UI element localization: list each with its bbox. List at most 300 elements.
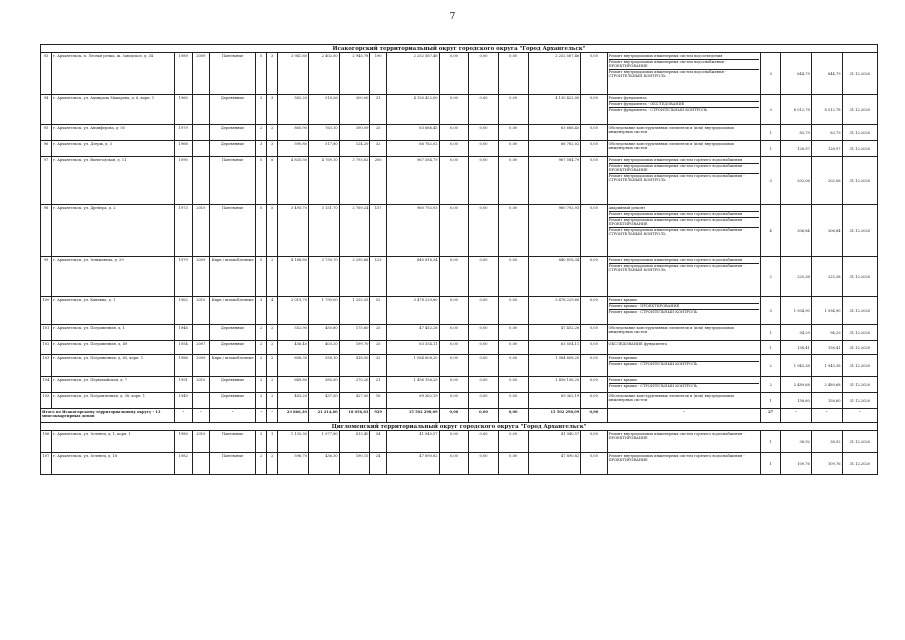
- cell-n: 105: [41, 393, 52, 409]
- cell-a2: 1 077,80: [308, 431, 339, 453]
- cell-n: 99: [41, 257, 52, 297]
- work-type: Обследование конструктивных элементов и (или) внутридомовых инженерных систем: [608, 142, 735, 151]
- cell-y2: 2009: [192, 257, 210, 297]
- work-type: Ремонт фундамента: [609, 96, 760, 102]
- cell-a2: 763,10: [308, 125, 339, 141]
- cell-en: 5: [267, 205, 278, 257]
- cell-y2: 2010: [192, 377, 210, 393]
- cell-mat: Кирп./ шлакоблочные: [210, 355, 256, 377]
- cell-cnt: 3: [761, 157, 781, 205]
- cell-fl: 2: [256, 453, 267, 475]
- cell-a3: 2 945,78: [339, 53, 370, 95]
- total-row: [41, 409, 878, 423]
- cell-f4: 63 554,11: [528, 341, 581, 355]
- cell-a3: 124,20: [339, 141, 370, 157]
- work-types-cell: [607, 431, 761, 453]
- cell-mat: Кирп./ шлакоблочные: [210, 257, 256, 297]
- cell-n: 100: [41, 297, 52, 325]
- cell-date: 31.12.2020: [842, 53, 877, 95]
- cell-a1: 590,80: [278, 141, 309, 157]
- cell-total: 3 478 229,60: [386, 297, 439, 325]
- cell-n: 98: [41, 205, 52, 257]
- cell-f1: 0,00: [439, 377, 469, 393]
- cell-c1: 225,38: [781, 257, 812, 297]
- cell-total: 2 252 567,46: [386, 53, 439, 95]
- cell-f4: 967 584,79: [528, 157, 581, 205]
- cell-total: 63 554,11: [386, 341, 439, 355]
- cell-addr: г. Архангельск, ул. Пограничная, д. 65, корп. 1: [51, 355, 174, 377]
- cell-date: 31.12.2020: [842, 341, 877, 355]
- cell-f3: 0,00: [498, 53, 528, 95]
- work-type: Ремонт внутридомовых инженерных систем горячего водоснабжения - СТРОИТЕЛЬНЫЙ КОНТРОЛЬ: [608, 227, 745, 237]
- cell-addr: г. Архангельск, ул. Пограничная, д. 1: [51, 325, 174, 341]
- cell-f4: 3 478 229,60: [528, 297, 581, 325]
- cell-addr: г. Архангельск, п. Лесная речка, ш. Заводское, д. 34: [51, 53, 174, 95]
- cell-addr: г. Архангельск, ул. Дзерж, д. 3: [51, 141, 174, 157]
- table-row: [41, 393, 878, 409]
- cell-en: 2: [267, 377, 278, 393]
- cell-f5: 0,00: [581, 297, 607, 325]
- cell-cnt: 2: [761, 377, 781, 393]
- cell-en: 4: [267, 297, 278, 325]
- cell-f5: 0,00: [581, 453, 607, 475]
- cell-f5: 0,00: [581, 53, 607, 95]
- work-type: Ремонт внутридомовых инженерных систем горячего водоснабжения - ПРОЕКТИРОВАНИЕ: [608, 432, 745, 441]
- total-dash: -: [192, 409, 210, 423]
- cell-c1: 83,79: [781, 125, 812, 141]
- cell-f3: 0,00: [498, 341, 528, 355]
- cell-a1: 596,70: [278, 453, 309, 475]
- total-a3: 18 056,83: [339, 409, 370, 423]
- cell-en: 3: [267, 53, 278, 95]
- cell-c1: 109,76: [781, 453, 812, 475]
- cell-y2: 2010: [192, 297, 210, 325]
- cell-f2: 0,00: [469, 377, 499, 393]
- work-type: Ремонт внутридомовых инженерных систем водоснабжения - ПРОЕКТИРОВАНИЕ: [609, 60, 760, 70]
- work-type: Обследование конструктивных элементов и (или) внутридомовых инженерных систем: [608, 126, 735, 135]
- cell-y2: [192, 95, 210, 125]
- cell-f4: 2 252 567,46: [528, 53, 581, 95]
- work-type: Ремонт внутридомовых инженерных систем горячего водоснабжения - СТРОИТЕЛЬНЫЙ КОНТРОЛЬ: [608, 264, 745, 273]
- cell-a3: 1 255,55: [339, 297, 370, 325]
- cell-mat: Деревянные: [210, 377, 256, 393]
- cell-y2: [192, 453, 210, 475]
- cell-res: 52: [370, 297, 386, 325]
- cell-c2: 1 934,90: [811, 297, 842, 325]
- cell-f2: 0,00: [469, 341, 499, 355]
- work-type: Обследование конструктивных элементов и (или) внутридомовых инженерных систем: [608, 394, 735, 403]
- cell-total: 47 452,28: [386, 325, 439, 341]
- cell-res: 32: [370, 141, 386, 157]
- cell-en: 2: [267, 453, 278, 475]
- cell-f2: 0,00: [469, 355, 499, 377]
- cell-f5: 0,00: [581, 341, 607, 355]
- section-header: [41, 45, 878, 53]
- cell-c1: 158,60: [781, 393, 812, 409]
- cell-f5: 0,00: [581, 325, 607, 341]
- table-row: [41, 157, 878, 205]
- work-type: Ремонт внутридомовых инженерных систем водоотведения: [609, 54, 760, 60]
- cell-f1: 0,00: [439, 157, 469, 205]
- cell-date: 31.12.2020: [842, 95, 877, 125]
- table-row: [41, 341, 878, 355]
- table-row: [41, 377, 878, 393]
- cell-cnt: 3: [761, 53, 781, 95]
- cell-c2: 2 489,68: [811, 377, 842, 393]
- cell-f2: 0,00: [469, 53, 499, 95]
- cell-y1: 1990: [174, 157, 192, 205]
- cell-cnt: 2: [761, 257, 781, 297]
- cell-n: 104: [41, 377, 52, 393]
- cell-n: 94: [41, 95, 52, 125]
- cell-f4: 69 362,19: [528, 393, 581, 409]
- cell-mat: Деревянные: [210, 95, 256, 125]
- cell-total: 69 362,19: [386, 393, 439, 409]
- cell-a1: 1 135,30: [278, 431, 309, 453]
- cell-y2: 2010: [192, 205, 210, 257]
- cell-fl: 2: [256, 95, 267, 125]
- work-type: Ремонт крыши - СТРОИТЕЛЬНЫЙ КОНТРОЛЬ: [608, 362, 698, 366]
- work-types-cell: [607, 141, 761, 157]
- cell-fl: 5: [256, 205, 267, 257]
- cell-total: 967 584,79: [386, 157, 439, 205]
- cell-mat: Деревянные: [210, 125, 256, 141]
- cell-en: 3: [267, 141, 278, 157]
- cell-res: 123: [370, 257, 386, 297]
- work-type: Ремонт крыши: [609, 378, 760, 384]
- total-dash: -: [811, 409, 842, 423]
- cell-date: 31.12.2020: [842, 325, 877, 341]
- cell-mat: Деревянные: [210, 393, 256, 409]
- cell-total: 66 782,02: [386, 141, 439, 157]
- cell-c1: 8 012,78: [781, 95, 812, 125]
- cell-n: 102: [41, 341, 52, 355]
- cell-cnt: 2: [761, 355, 781, 377]
- cell-date: 31.12.2020: [842, 257, 877, 297]
- cell-res: 16: [370, 393, 386, 409]
- work-type: Ремонт крыши: [609, 298, 760, 304]
- total-dash: -: [607, 409, 761, 423]
- cell-c2: 128,97: [811, 141, 842, 157]
- table-row: [41, 431, 878, 453]
- work-types-cell: [607, 393, 761, 409]
- cell-f2: 0,00: [469, 157, 499, 205]
- cell-total: 1 084 608,20: [386, 355, 439, 377]
- cell-a2: 517,80: [308, 141, 339, 157]
- cell-res: 54: [370, 431, 386, 453]
- page-number: 7: [449, 12, 456, 22]
- cell-a1: 608,30: [278, 355, 309, 377]
- cell-f5: 0,00: [581, 377, 607, 393]
- cell-en: 8: [267, 157, 278, 205]
- cell-f3: 0,00: [498, 141, 528, 157]
- cell-fl: 2: [256, 325, 267, 341]
- cell-f5: 0,00: [581, 125, 607, 141]
- cell-cnt: 4: [761, 205, 781, 257]
- cell-date: 31.12.2020: [842, 297, 877, 325]
- cell-mat: Кирп./ шлакоблочные: [210, 297, 256, 325]
- cell-f3: 0,00: [498, 125, 528, 141]
- cell-y2: 2007: [192, 341, 210, 355]
- cell-f1: 0,00: [439, 53, 469, 95]
- work-type: ОБСЛЕДОВАНИЕ фундамента: [608, 342, 667, 347]
- cell-en: 2: [267, 325, 278, 341]
- cell-addr: г. Архангельск, ул. Зеленец, д. 1, корп. 1: [51, 431, 174, 453]
- cell-f2: 0,00: [469, 393, 499, 409]
- cell-y1: 1991: [174, 377, 192, 393]
- cell-fl: 3: [256, 297, 267, 325]
- cell-date: 31.12.2020: [842, 157, 877, 205]
- cell-date: 31.12.2020: [842, 141, 877, 157]
- cell-n: 107: [41, 453, 52, 475]
- cell-f1: 0,00: [439, 355, 469, 377]
- cell-date: 31.12.2020: [842, 453, 877, 475]
- work-types-cell: [607, 297, 761, 325]
- cell-f4: 47 890,82: [528, 453, 581, 475]
- work-types-cell: [607, 257, 761, 297]
- cell-n: 101: [41, 325, 52, 341]
- total-f5: 0,00: [581, 409, 607, 423]
- cell-f1: 0,00: [439, 95, 469, 125]
- cell-y2: [192, 125, 210, 141]
- cell-a3: 199,70: [339, 341, 370, 355]
- cell-n: 97: [41, 157, 52, 205]
- cell-f1: 0,00: [439, 431, 469, 453]
- cell-c2: 306,84: [811, 205, 842, 257]
- cell-y1: 1968: [174, 141, 192, 157]
- work-type: Ремонт крыши: [609, 356, 760, 362]
- cell-f3: 0,00: [498, 95, 528, 125]
- cell-y2: [192, 141, 210, 157]
- cell-a1: 552,90: [278, 325, 309, 341]
- cell-a2: 585,00: [308, 377, 339, 393]
- cell-y1: 1949: [174, 393, 192, 409]
- cell-fl: 5: [256, 53, 267, 95]
- cell-c1: 644,79: [781, 53, 812, 95]
- cell-c2: 8 012,78: [811, 95, 842, 125]
- work-type: Ремонт внутридомовых инженерных систем горячего водоснабжения - СТРОИТЕЛЬНЫЙ КОНТРОЛЬ: [608, 174, 745, 183]
- cell-f4: 4 130 422,00: [528, 95, 581, 125]
- total-dash: -: [781, 409, 812, 423]
- cell-cnt: 1: [761, 325, 781, 341]
- cell-y2: 2010: [192, 431, 210, 453]
- work-types-cell: [607, 125, 761, 141]
- cell-n: 96: [41, 141, 52, 157]
- cell-f5: 0,00: [581, 431, 607, 453]
- work-type: Ремонт фундамента - ОБСЛЕДОВАНИЕ: [609, 102, 760, 108]
- cell-y2: 2009: [192, 355, 210, 377]
- cell-y2: [192, 157, 210, 205]
- cell-f5: 0,00: [581, 257, 607, 297]
- cell-fl: 2: [256, 393, 267, 409]
- cell-c2: 38,92: [811, 431, 842, 453]
- cell-date: 31.12.2020: [842, 205, 877, 257]
- cell-a3: 390,09: [339, 125, 370, 141]
- cell-a2: 403,20: [308, 341, 339, 355]
- cell-fl: 2: [256, 355, 267, 377]
- cell-a1: 483,20: [278, 393, 309, 409]
- cell-f5: 0,00: [581, 95, 607, 125]
- cell-c2: 202,06: [811, 157, 842, 205]
- cell-y1: 1946: [174, 325, 192, 341]
- cell-f4: 66 782,02: [528, 141, 581, 157]
- work-type: Ремонт внутридомовых инженерных систем горячего водоснабжения: [609, 212, 760, 218]
- cell-a1: 2 019,70: [278, 297, 309, 325]
- cell-addr: г. Архангельск, ул. Зеньковича, д. 29: [51, 257, 174, 297]
- work-types-cell: [607, 355, 761, 377]
- cell-addr: г. Архангельск, ул. Первомайская, д. 7: [51, 377, 174, 393]
- cell-f5: 0,00: [581, 157, 607, 205]
- cell-f4: 1 084 608,20: [528, 355, 581, 377]
- cell-a2: 437,50: [308, 393, 339, 409]
- cell-cnt: 3: [761, 95, 781, 125]
- work-type: Ремонт фундамента - СТРОИТЕЛЬНЫЙ КОНТРОЛЬ: [608, 107, 708, 112]
- cell-y1: 1979: [174, 125, 192, 141]
- work-types-cell: [607, 325, 761, 341]
- cell-a2: 3 151,70: [308, 205, 339, 257]
- cell-addr: г. Архангельск, ул. Погрантичная, д. 38, корп. 1: [51, 393, 174, 409]
- cell-f3: 0,00: [498, 325, 528, 341]
- cell-f4: 960 792,93: [528, 205, 581, 257]
- cell-f2: 0,00: [469, 95, 499, 125]
- table-row: [41, 95, 878, 125]
- cell-c1: 94,29: [781, 325, 812, 341]
- cell-c2: 94,29: [811, 325, 842, 341]
- capital-repair-table: [40, 44, 878, 475]
- cell-c1: 128,97: [781, 141, 812, 157]
- cell-f4: 63 686,45: [528, 125, 581, 141]
- cell-fl: 5: [256, 157, 267, 205]
- cell-f3: 0,00: [498, 297, 528, 325]
- total-dash: -: [256, 409, 267, 423]
- table-row: [41, 53, 878, 95]
- cell-f2: 0,00: [469, 141, 499, 157]
- cell-a3: 2 769,24: [339, 205, 370, 257]
- cell-en: 3: [267, 95, 278, 125]
- cell-f3: 0,00: [498, 393, 528, 409]
- cell-res: 25: [370, 125, 386, 141]
- cell-f5: 0,00: [581, 355, 607, 377]
- section-header: [41, 423, 878, 431]
- work-types-cell: [607, 95, 761, 125]
- cell-a1: 582,20: [278, 95, 309, 125]
- cell-total: 4 130 422,00: [386, 95, 439, 125]
- cell-f1: 0,00: [439, 393, 469, 409]
- cell-en: 2: [267, 355, 278, 377]
- cell-res: 32: [370, 355, 386, 377]
- cell-en: 2: [267, 393, 278, 409]
- cell-c1: 202,06: [781, 157, 812, 205]
- cell-n: 106: [41, 431, 52, 453]
- total-dash: -: [842, 409, 877, 423]
- cell-f5: 0,00: [581, 205, 607, 257]
- cell-f2: 0,00: [469, 205, 499, 257]
- cell-c2: 158,60: [811, 393, 842, 409]
- cell-f3: 0,00: [498, 157, 528, 205]
- cell-a2: 2 402,50: [308, 53, 339, 95]
- cell-res: 190: [370, 53, 386, 95]
- cell-a3: 270,20: [339, 377, 370, 393]
- cell-y1: 1986: [174, 355, 192, 377]
- cell-f3: 0,00: [498, 205, 528, 257]
- cell-addr: г. Архангельск, ул. Дрейера, д. 2: [51, 205, 174, 257]
- cell-addr: г. Архангельск, ул. Канавна, д. 1: [51, 297, 174, 325]
- cell-cnt: 1: [761, 453, 781, 475]
- cell-cnt: 1: [761, 393, 781, 409]
- cell-a2: 3 730,70: [308, 257, 339, 297]
- cell-n: 103: [41, 355, 52, 377]
- total-f4: 15 502 298,09: [528, 409, 581, 423]
- work-types-cell: [607, 453, 761, 475]
- cell-fl: 5: [256, 257, 267, 297]
- work-types-cell: [607, 377, 761, 393]
- table-row: [41, 141, 878, 157]
- cell-a1: 3 941,60: [278, 53, 309, 95]
- cell-c1: 2 489,68: [781, 377, 812, 393]
- cell-c2: 158,41: [811, 341, 842, 355]
- cell-res: 25: [370, 325, 386, 341]
- total-a2: 21 214,60: [308, 409, 339, 423]
- cell-f1: 0,00: [439, 341, 469, 355]
- cell-f1: 0,00: [439, 257, 469, 297]
- cell-mat: Панельные: [210, 431, 256, 453]
- total-f2: 0,00: [469, 409, 499, 423]
- cell-f2: 0,00: [469, 325, 499, 341]
- cell-n: 93: [41, 53, 52, 95]
- cell-c2: 644,79: [811, 53, 842, 95]
- cell-date: 31.12.2020: [842, 125, 877, 141]
- cell-f1: 0,00: [439, 141, 469, 157]
- cell-f2: 0,00: [469, 297, 499, 325]
- cell-en: 2: [267, 341, 278, 355]
- cell-a2: 1 790,00: [308, 297, 339, 325]
- cell-n: 95: [41, 125, 52, 141]
- cell-y1: 1973: [174, 205, 192, 257]
- work-type: Обследование конструктивных элементов и (или) внутридомовых инженерных систем: [608, 326, 735, 335]
- cell-y1: 1979: [174, 257, 192, 297]
- cell-a3: 813,40: [339, 431, 370, 453]
- cell-f4: 840 818,34: [528, 257, 581, 297]
- cell-addr: г. Архангельск, ул. Адмирала Макарова, д. 6, корп. 1: [51, 95, 174, 125]
- work-type: Ремонт внутридомовых инженерных систем горячего водоснабжения - ПРОЕКТИРОВАНИЕ: [609, 218, 760, 228]
- cell-y1: 1980: [174, 431, 192, 453]
- cell-f3: 0,00: [498, 453, 528, 475]
- cell-mat: Панельные: [210, 157, 256, 205]
- cell-cnt: 1: [761, 125, 781, 141]
- cell-res: 25: [370, 341, 386, 355]
- cell-addr: г. Архангельск, ул. Зеленец, д. 18: [51, 453, 174, 475]
- work-type: Ремонт крыши - СТРОИТЕЛЬНЫЙ КОНТРОЛЬ: [608, 384, 698, 388]
- cell-a1: 649,80: [278, 377, 309, 393]
- cell-f3: 0,00: [498, 257, 528, 297]
- cell-y1: 1962: [174, 297, 192, 325]
- table-row: [41, 205, 878, 257]
- table-row: [41, 453, 878, 475]
- cell-c2: 83,79: [811, 125, 842, 141]
- cell-f3: 0,00: [498, 431, 528, 453]
- cell-f3: 0,00: [498, 355, 528, 377]
- cell-cnt: 3: [761, 297, 781, 325]
- cell-a3: 175,60: [339, 325, 370, 341]
- cell-y1: 1982: [174, 453, 192, 475]
- work-type: Ремонт внутридомовых инженерных систем горячего водоснабжения - ПРОЕКТИРОВАНИЕ: [608, 454, 745, 463]
- cell-a1: 865,90: [278, 125, 309, 141]
- cell-a1: 4 835,50: [278, 157, 309, 205]
- cell-total: 41 940,57: [386, 431, 439, 453]
- cell-f1: 0,00: [439, 453, 469, 475]
- cell-addr: г. Архангельск, ул. Анциферова, д. 50: [51, 125, 174, 141]
- work-type: Ремонт внутридомовых инженерных систем горячего водоснабжения: [609, 158, 760, 164]
